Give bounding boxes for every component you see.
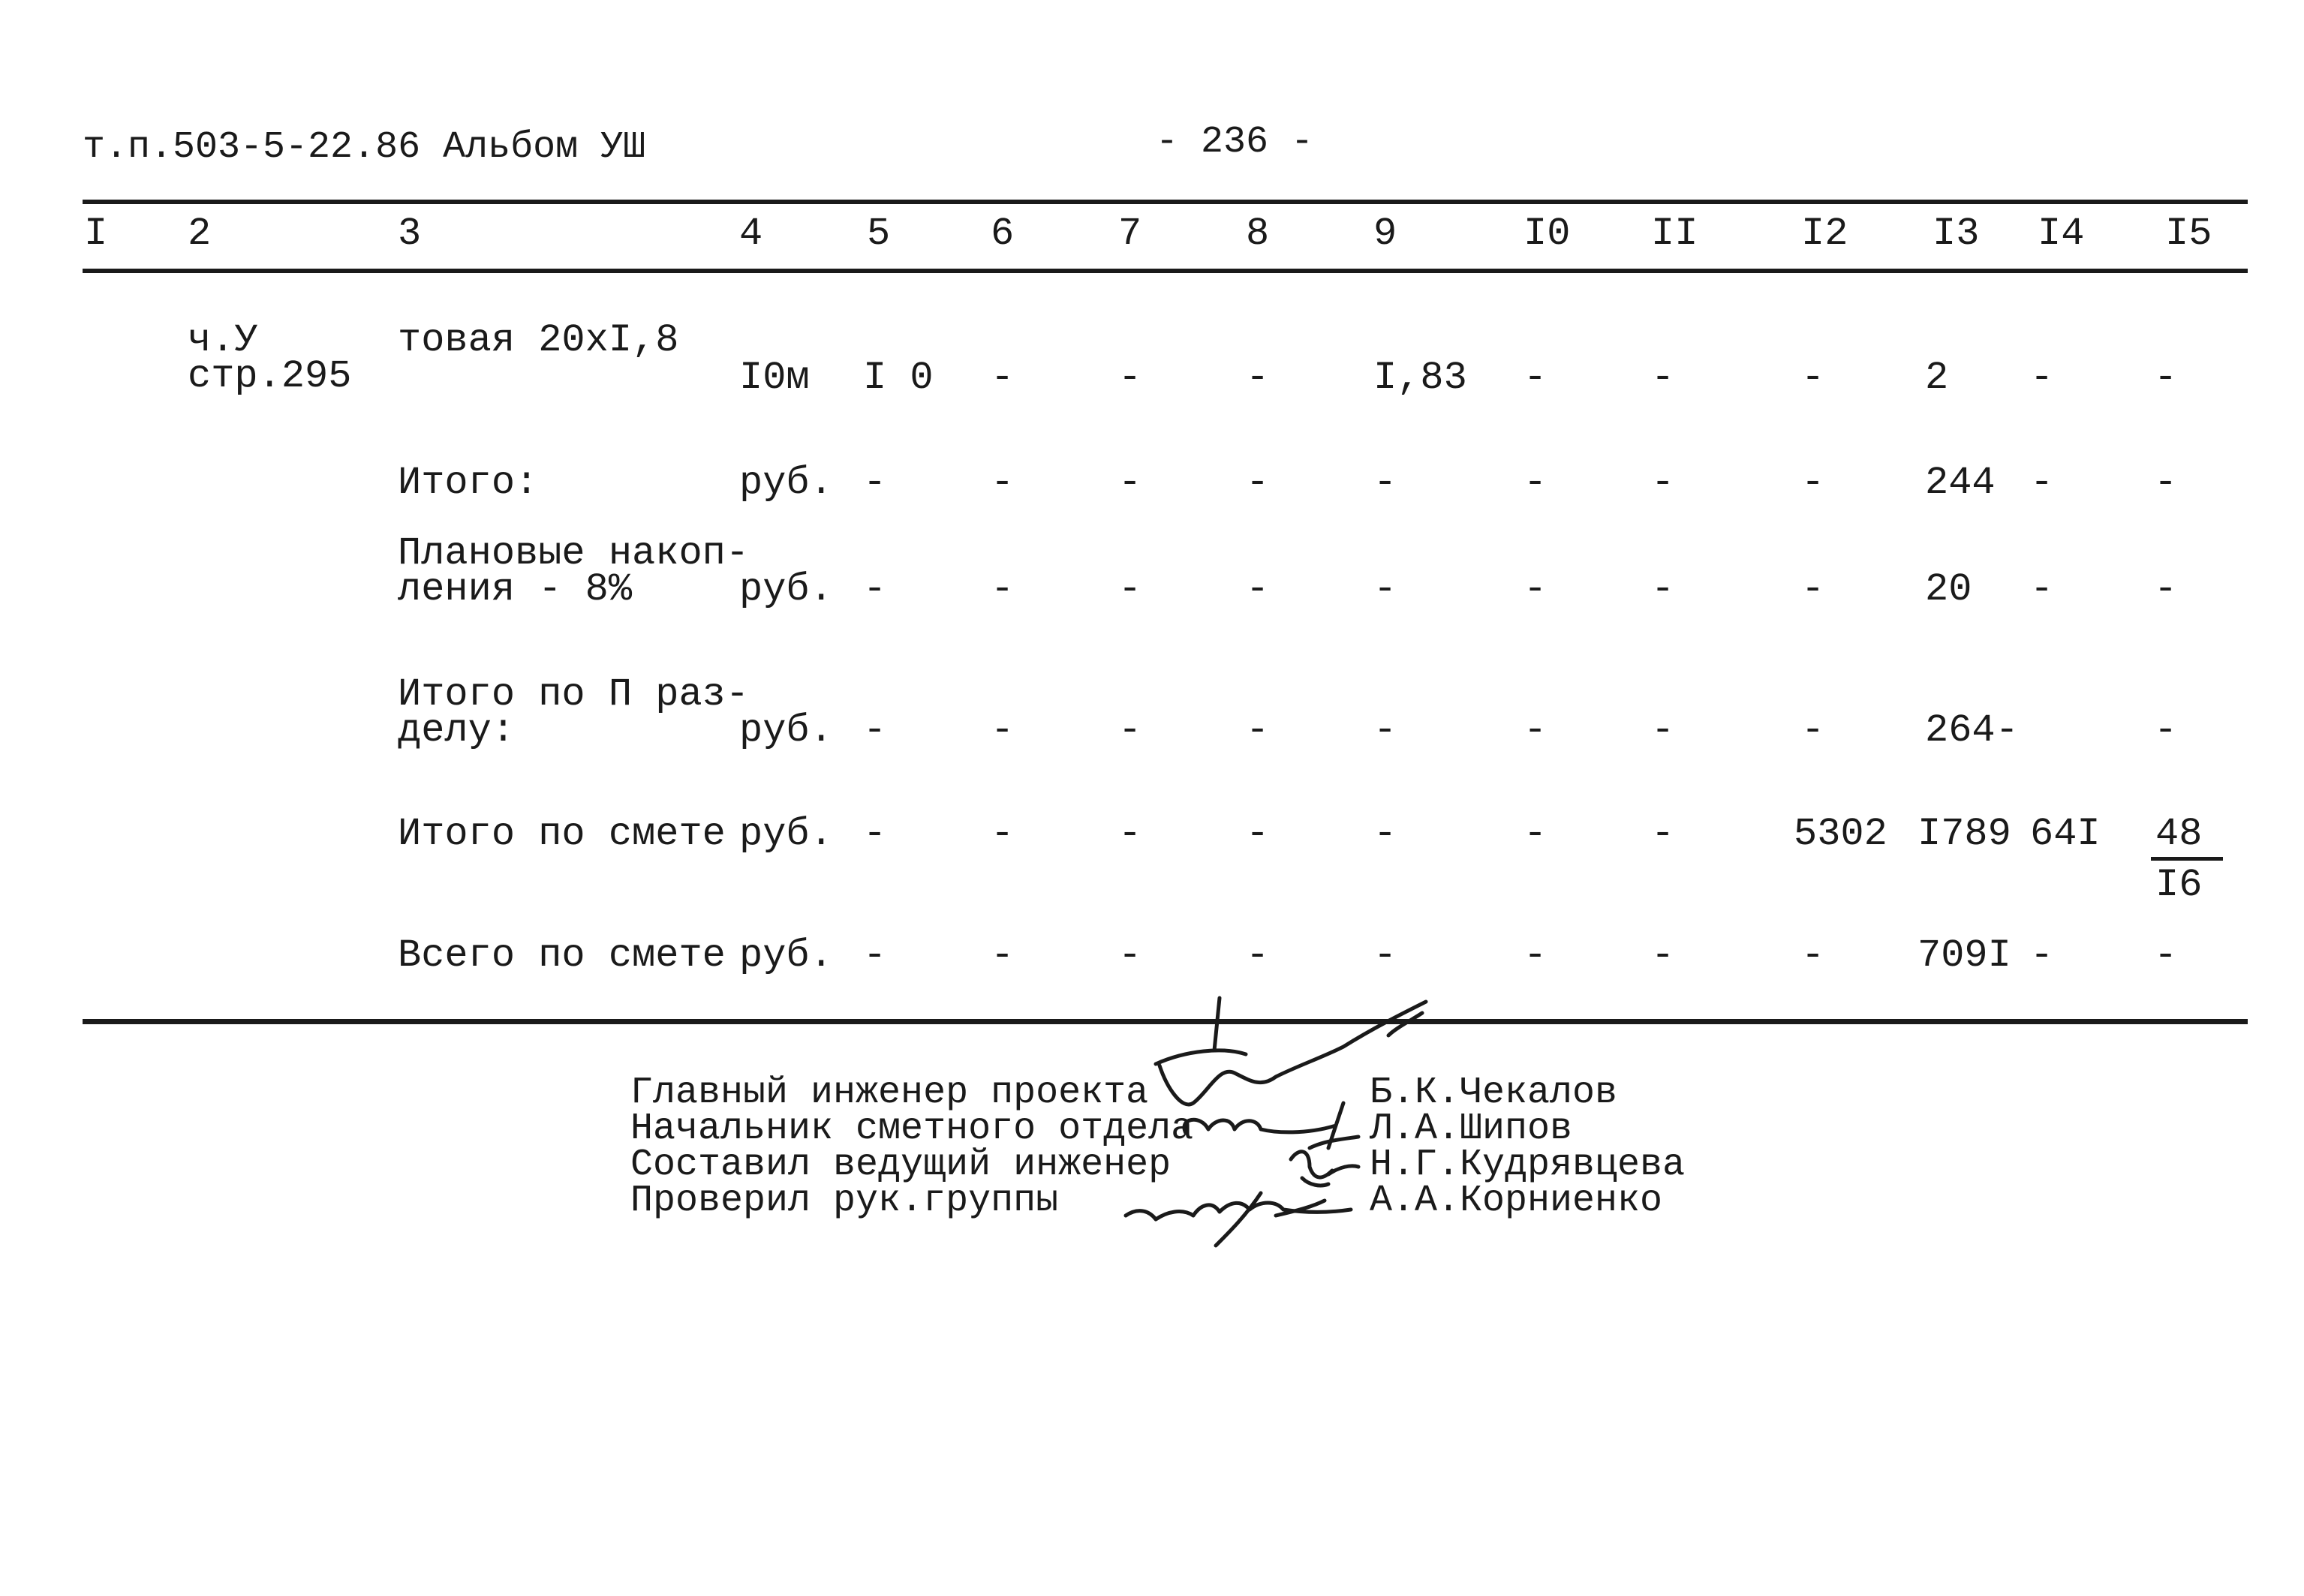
- cell: I,83: [1373, 356, 1467, 400]
- cell: руб.: [739, 461, 833, 505]
- cell: -: [1373, 708, 1397, 753]
- column-header: 8: [1246, 212, 1270, 256]
- cell: -: [1246, 933, 1270, 978]
- signatory-name: А.А.Корниенко: [1370, 1180, 1663, 1222]
- cell: -: [1118, 933, 1142, 978]
- cell: -: [991, 461, 1015, 505]
- cell: -: [863, 933, 887, 978]
- cell: -: [2030, 933, 2054, 978]
- cell: руб.: [739, 708, 833, 753]
- cell: -: [2154, 708, 2178, 753]
- column-header: 5: [867, 212, 891, 256]
- cell: -: [1118, 812, 1142, 856]
- cell: 20: [1925, 567, 1972, 612]
- cell: -: [991, 933, 1015, 978]
- cell: -: [991, 812, 1015, 856]
- column-header: I3: [1933, 212, 1980, 256]
- column-header: 9: [1373, 212, 1397, 256]
- column-header: I4: [2038, 212, 2085, 256]
- cell: -: [1246, 812, 1270, 856]
- cell: -: [991, 708, 1015, 753]
- cell: I0м: [739, 356, 810, 400]
- cell: руб.: [739, 933, 833, 978]
- column-header: I5: [2165, 212, 2212, 256]
- column-header: II: [1651, 212, 1698, 256]
- cell-description: Итого:: [398, 461, 539, 505]
- cell: -: [1651, 933, 1675, 978]
- cell-description: товая 20хI,8: [398, 318, 679, 362]
- fraction-denominator: I6: [2155, 863, 2203, 907]
- cell: 5302: [1794, 812, 1887, 856]
- cell: -: [1651, 567, 1675, 612]
- cell: 709I: [1917, 933, 2011, 978]
- cell-reference: стр.295: [188, 354, 352, 398]
- cell: -: [863, 461, 887, 505]
- cell: -: [2030, 567, 2054, 612]
- cell: -: [1246, 356, 1270, 400]
- cell: -: [1118, 567, 1142, 612]
- cell: -: [1118, 461, 1142, 505]
- signatory-role: Составил ведущий инженер: [630, 1144, 1172, 1186]
- column-header: I: [84, 212, 108, 256]
- cell: I789: [1917, 812, 2011, 856]
- cell: -: [1373, 812, 1397, 856]
- cell: -: [1118, 356, 1142, 400]
- cell: -: [2154, 461, 2178, 505]
- cell-reference: ч.У: [188, 318, 258, 362]
- cell: -: [1651, 812, 1675, 856]
- cell: -: [1523, 567, 1548, 612]
- signatory-name: Б.К.Чекалов: [1370, 1072, 1618, 1114]
- document-reference: т.п.503-5-22.86 Альбом УШ: [83, 126, 646, 169]
- cell: -: [1523, 812, 1548, 856]
- column-header: I2: [1801, 212, 1848, 256]
- cell: -: [1523, 708, 1548, 753]
- cell: -: [2030, 461, 2054, 505]
- column-header: I0: [1523, 212, 1571, 256]
- cell: -: [863, 812, 887, 856]
- cell: -: [1373, 567, 1397, 612]
- cell: -: [991, 356, 1015, 400]
- cell-description: ления - 8%: [398, 567, 633, 612]
- cell-description: Итого по П раз-: [398, 672, 750, 717]
- signature-stroke: [1126, 1193, 1351, 1246]
- cell: -: [1801, 708, 1825, 753]
- cell: -: [863, 567, 887, 612]
- signatory-name: Н.Г.Кудрявцева: [1370, 1144, 1686, 1186]
- cell: -: [1651, 356, 1675, 400]
- column-header: 2: [188, 212, 212, 256]
- cell: 2: [1925, 356, 1949, 400]
- signature-stroke: [1184, 1103, 1358, 1148]
- cell: -: [2154, 356, 2178, 400]
- cell: -: [1246, 708, 1270, 753]
- cell-description: Плановые накоп-: [398, 531, 750, 576]
- cell: -: [1373, 933, 1397, 978]
- cell: -: [1801, 461, 1825, 505]
- cell: -: [863, 708, 887, 753]
- cell: руб.: [739, 567, 833, 612]
- cell-description: делу:: [398, 708, 516, 753]
- column-header: 4: [739, 212, 763, 256]
- cell: -: [1801, 933, 1825, 978]
- cell: -: [991, 567, 1015, 612]
- cell-description: Итого по смете: [398, 812, 726, 856]
- signatory-role: Главный инженер проекта: [630, 1072, 1149, 1114]
- cell: -: [1651, 461, 1675, 505]
- cell: -: [1246, 567, 1270, 612]
- cell: -: [1523, 461, 1548, 505]
- cell: руб.: [739, 812, 833, 856]
- cell: I 0: [863, 356, 934, 400]
- cell: -: [1523, 356, 1548, 400]
- cell: -: [2154, 933, 2178, 978]
- fraction-numerator: 48: [2155, 812, 2203, 856]
- signatory-name: Л.А.Шипов: [1370, 1108, 1573, 1150]
- signature-stroke: [1291, 1152, 1358, 1186]
- page-number: - 236 -: [1156, 121, 1314, 164]
- cell: -: [1373, 461, 1397, 505]
- cell: 264-: [1925, 708, 2019, 753]
- column-header: 6: [991, 212, 1015, 256]
- cell: -: [1651, 708, 1675, 753]
- cell: 244: [1925, 461, 1996, 505]
- signatory-role: Проверил рук.группы: [630, 1180, 1059, 1222]
- cell: -: [2030, 356, 2054, 400]
- cell: -: [1118, 708, 1142, 753]
- cell: -: [1246, 461, 1270, 505]
- cell: -: [2154, 567, 2178, 612]
- column-header: 7: [1118, 212, 1142, 256]
- signatory-role: Начальник сметного отдела: [630, 1108, 1194, 1150]
- column-header: 3: [398, 212, 422, 256]
- cell: 64I: [2030, 812, 2101, 856]
- cell: -: [1801, 567, 1825, 612]
- cell: -: [1523, 933, 1548, 978]
- cell: -: [1801, 356, 1825, 400]
- cell-description: Всего по смете: [398, 933, 726, 978]
- signature-stroke: [1156, 998, 1426, 1105]
